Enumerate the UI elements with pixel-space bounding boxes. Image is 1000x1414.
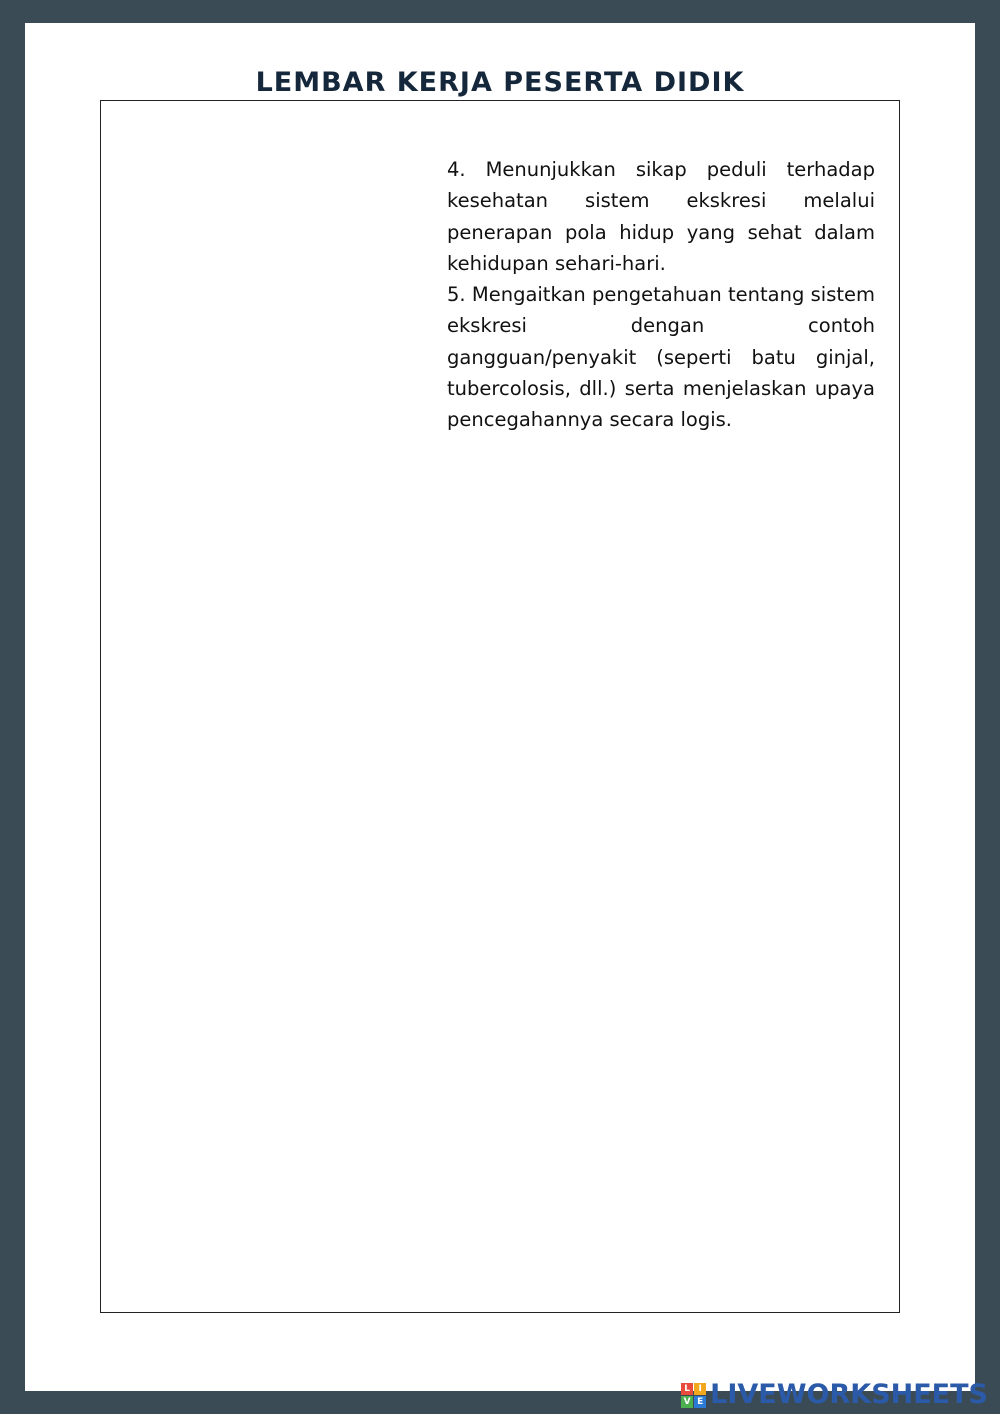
logo-letter-e: E xyxy=(694,1396,706,1408)
liveworksheets-brand[interactable] xyxy=(681,1380,988,1410)
objective-item-4: 4. Menunjukkan sikap peduli terhadap kesehatan sistem ekskresi melalui penerapan pola hidup yang sehat dalam kehidupan sehari-hari. xyxy=(447,158,875,275)
objective-item-5: 5. Mengaitkan pengetahuan tentang sistem ekskresi dengan contoh gangguan/penyakit (seperti batu ginjal, tubercolosis, dll.) serta menjelaskan upaya pencegahannya secara logis. xyxy=(447,283,875,432)
worksheet-page xyxy=(25,23,975,1391)
liveworksheets-logo-icon xyxy=(681,1383,706,1408)
objectives-list xyxy=(447,154,875,436)
page-title: LEMBAR KERJA PESERTA DIDIK xyxy=(255,67,745,98)
brand-name: LIVEWORKSHEETS xyxy=(710,1379,988,1410)
logo-letter-l: L xyxy=(681,1383,693,1395)
content-box xyxy=(100,100,900,1313)
logo-letter-i: I xyxy=(694,1383,706,1395)
logo-letter-v: V xyxy=(681,1396,693,1408)
